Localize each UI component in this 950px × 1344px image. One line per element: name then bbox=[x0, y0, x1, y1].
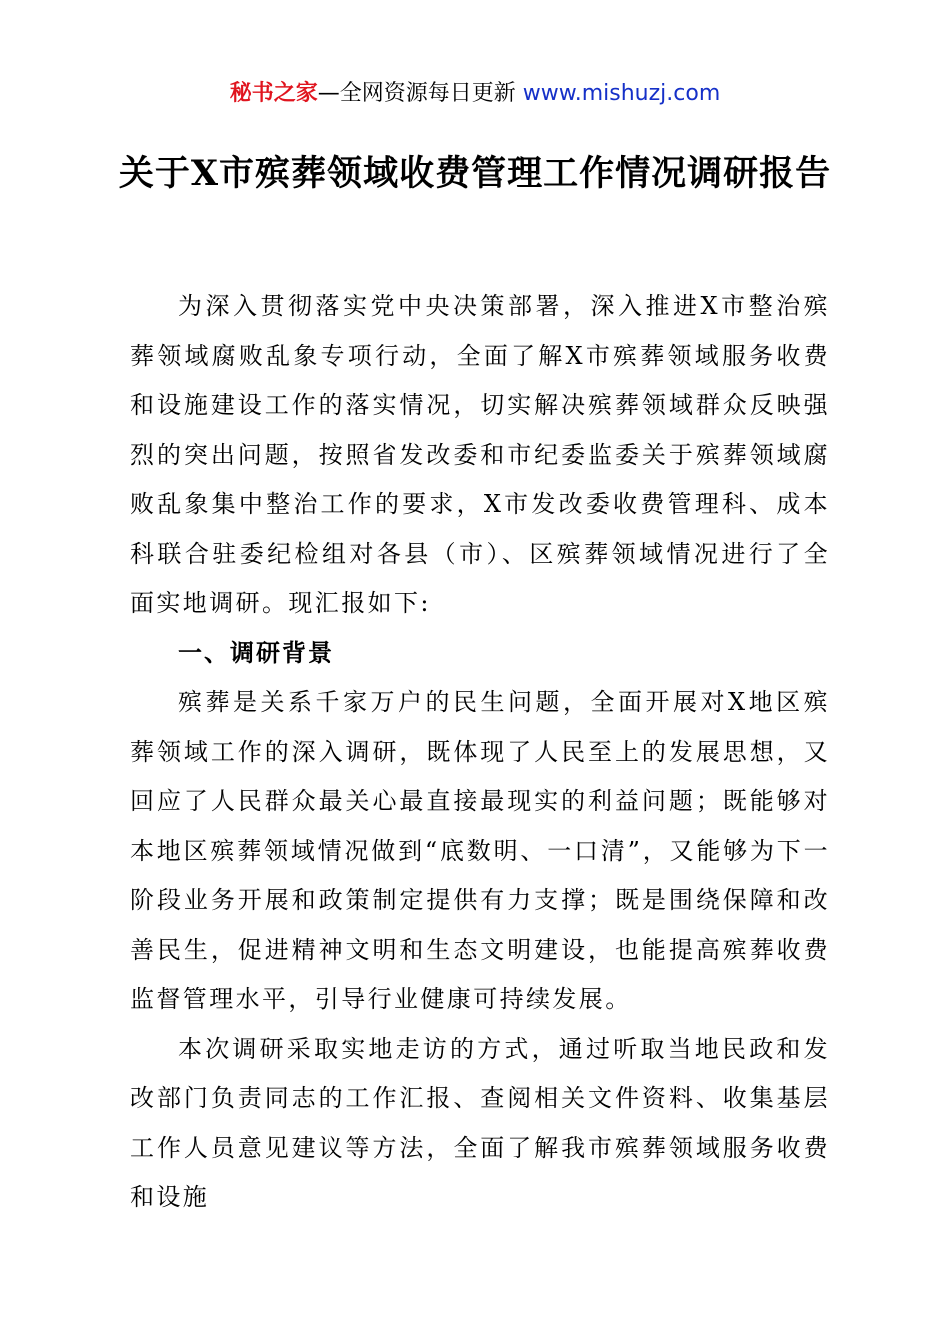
document-body bbox=[130, 282, 830, 1223]
site-slogan: —全网资源每日更新 bbox=[317, 81, 523, 106]
site-url-link[interactable]: www.mishuzj.com bbox=[522, 81, 721, 106]
body-paragraph: 本次调研采取实地走访的方式，通过听取当地民政和发改部门负责同志的工作汇报、查阅相关文件资料、收集基层工作人员意见建议等方法，全面了解我市殡葬领域服务收费和设施 bbox=[130, 1034, 830, 1211]
site-brand: 秘书之家 bbox=[229, 81, 318, 106]
body-paragraph: 殡葬是关系千家万户的民生问题，全面开展对X地区殡葬领域工作的深入调研，既体现了人民至上的发展思想，又回应了人民群众最关心最直接最现实的利益问题；既能够对本地区殡葬领域情况做到“底数明、一口清”，又能够为下一阶段业务开展和政策制定提供有力支撑；既是围绕保障和改善民生，促进精神文明和生态文明建设，也能提高殡葬收费监督管理水平，引导行业健康可持续发展。 bbox=[130, 688, 830, 1013]
site-banner bbox=[0, 78, 950, 110]
intro-paragraph: 为深入贯彻落实党中央决策部署，深入推进X市整治殡葬领域腐败乱象专项行动，全面了解X市殡葬领域服务收费和设施建设工作的落实情况，切实解决殡葬领域群众反映强烈的突出问题，按照省发改委和市纪委监委关于殡葬领域腐败乱象集中整治工作的要求，X市发改委收费管理科、成本科联合驻委纪检组对各县（市）、区殡葬领域情况进行了全面实地调研。现汇报如下: bbox=[130, 292, 830, 617]
section-heading: 一、调研背景 bbox=[178, 638, 334, 667]
document-title: 关于X市殡葬领域收费管理工作情况调研报告 bbox=[118, 153, 832, 194]
